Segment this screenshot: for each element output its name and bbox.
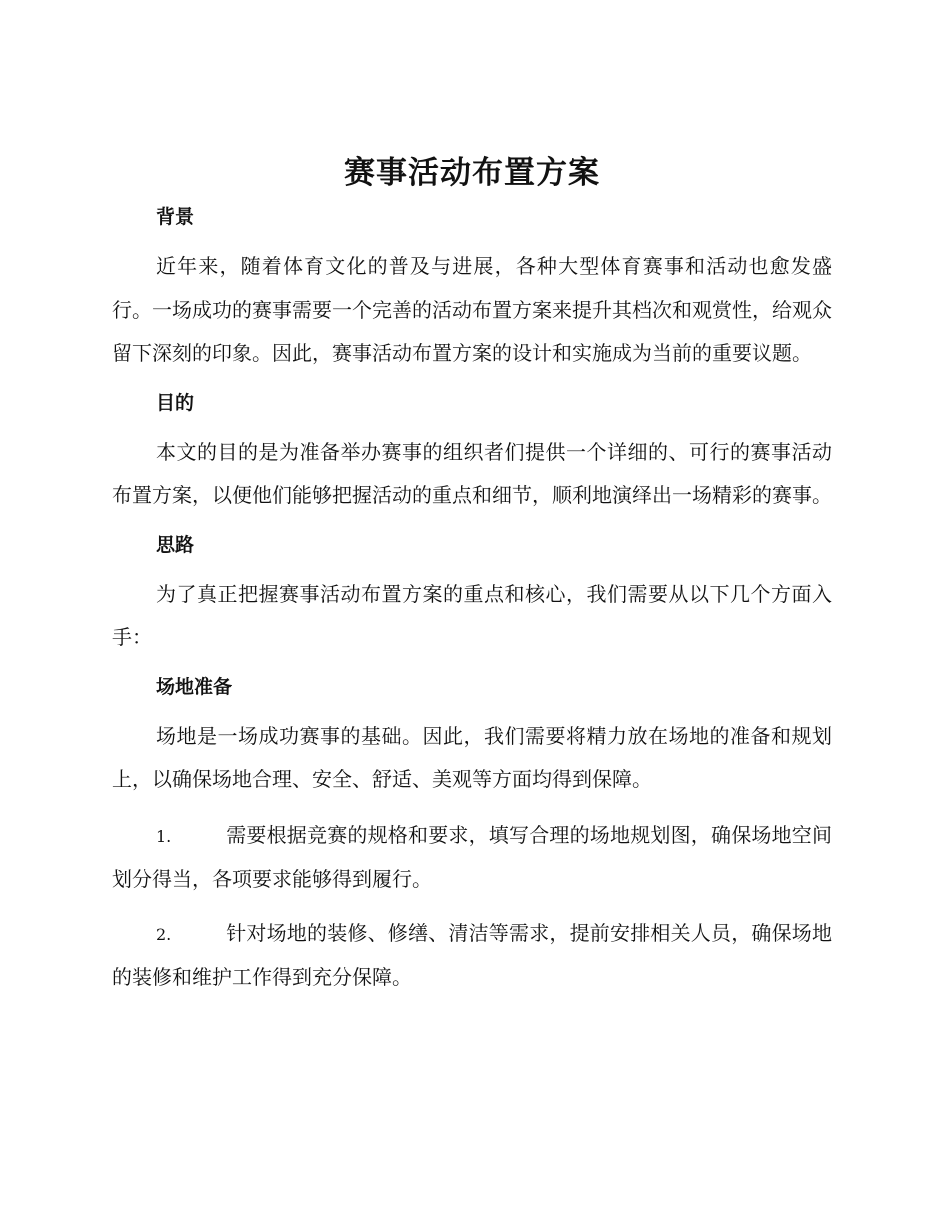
paragraph-venue: 场地是一场成功赛事的基础。因此，我们需要将精力放在场地的准备和规划上，以确保场地合理、安全、舒适、美观等方面均得到保障。 xyxy=(112,723,832,791)
section-heading-venue: 场地准备 xyxy=(156,675,233,698)
paragraph-approach: 为了真正把握赛事活动布置方案的重点和核心，我们需要从以下几个方面入手： xyxy=(112,581,832,649)
list-item-number: 2. xyxy=(156,924,172,944)
list-item-text: 针对场地的装修、修缮、清洁等需求，提前安排相关人员，确保场地的装修和维护工作得到充分保障。 xyxy=(112,920,832,989)
list-item xyxy=(112,814,832,902)
list-item xyxy=(112,912,832,1000)
section-heading-approach: 思路 xyxy=(156,533,195,556)
document-body xyxy=(112,150,832,1010)
page-title: 赛事活动布置方案 xyxy=(344,155,600,191)
section-heading-background: 背景 xyxy=(156,206,195,228)
paragraph-background: 近年来，随着体育文化的普及与进展，各种大型体育赛事和活动也愈发盛行。一场成功的赛事需要一个完善的活动布置方案来提升其档次和观赏性，给观众留下深刻的印象。因此，赛事活动布置方案的设计和实施成为当前的重要议题。 xyxy=(112,254,832,365)
list-item-text: 需要根据竞赛的规格和要求，填写合理的场地规划图，确保场地空间划分得当，各项要求能够得到履行。 xyxy=(112,822,832,891)
paragraph-purpose: 本文的目的是为准备举办赛事的组织者们提供一个详细的、可行的赛事活动布置方案，以便他们能够把握活动的重点和细节，顺利地演绎出一场精彩的赛事。 xyxy=(112,439,832,507)
list-item-number: 1. xyxy=(156,826,172,846)
section-heading-purpose: 目的 xyxy=(156,391,195,414)
